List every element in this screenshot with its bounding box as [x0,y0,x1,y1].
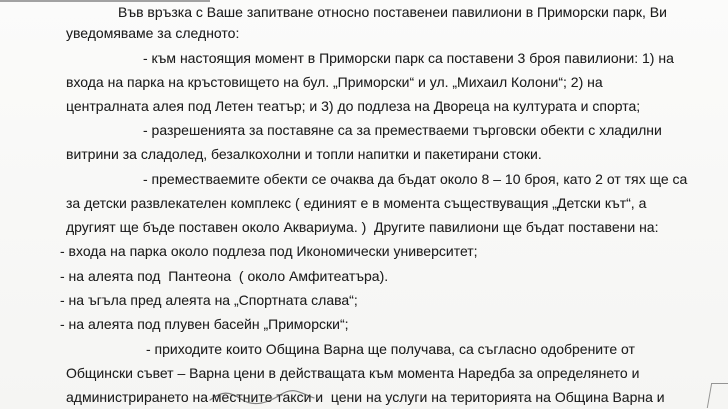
paragraph-line-16: Общински съвет – Варна цени в действащата към момента Наредба за определянето и [66,365,640,381]
paragraph-line-5: централната алея под Летен театър; и 3) до подлеза на Двореца на културата и спорта; [66,98,641,114]
paragraph-line-7: витрини за сладолед, безалкохолни и топли напитки и пакетирани стоки. [66,146,542,162]
page-edge-mark [707,383,728,408]
paragraph-line-4: входа на парка на кръстовището на бул. „Приморски“ и ул. „Михаил Колони“; 2) на [66,74,603,90]
paragraph-line-3: - към настоящия момент в Приморски парк са поставени 3 броя павилиони: 1) на [143,50,674,66]
paragraph-line-11: - входа на парка около подлеза под Икономически университет; [60,243,478,259]
paragraph-line-9: за детски развлекателен комплекс ( единият е в момента съществуващия „Детски кът“, а [66,195,647,211]
paragraph-line-17: администрирането на местните такси и цени на услуги на територията на Община Варна и [66,389,665,405]
paragraph-line-10: другият ще бъде поставен около Аквариума. ) Другите павилиони ще бъдат поставени на: [66,219,659,235]
paragraph-line-1: Във връзка с Ваше запитване относно поставенеи павилиони в Приморски парк, Ви [118,4,667,20]
paragraph-line-14: - на алеята под плувен басейн „Приморски“; [60,316,349,332]
handwritten-stroke [208,388,318,406]
paragraph-line-15: - приходите които Община Варна ще получава, са съгласно одобрените от [146,341,635,357]
paragraph-line-8: - преместваемите обекти се очаква да бъдат около 8 – 10 броя, като 2 от тях ще са [143,171,688,187]
paragraph-line-2: уведомяваме за следното: [66,25,240,41]
paragraph-line-13: - на ъгъла пред алеята на „Спортната слава“; [60,292,358,308]
paragraph-line-12: - на алеята под Пантеона ( около Амфитеатъра). [60,268,389,284]
paragraph-line-6: - разрешенията за поставяне са за преместваеми търговски обекти с хладилни [143,122,662,138]
